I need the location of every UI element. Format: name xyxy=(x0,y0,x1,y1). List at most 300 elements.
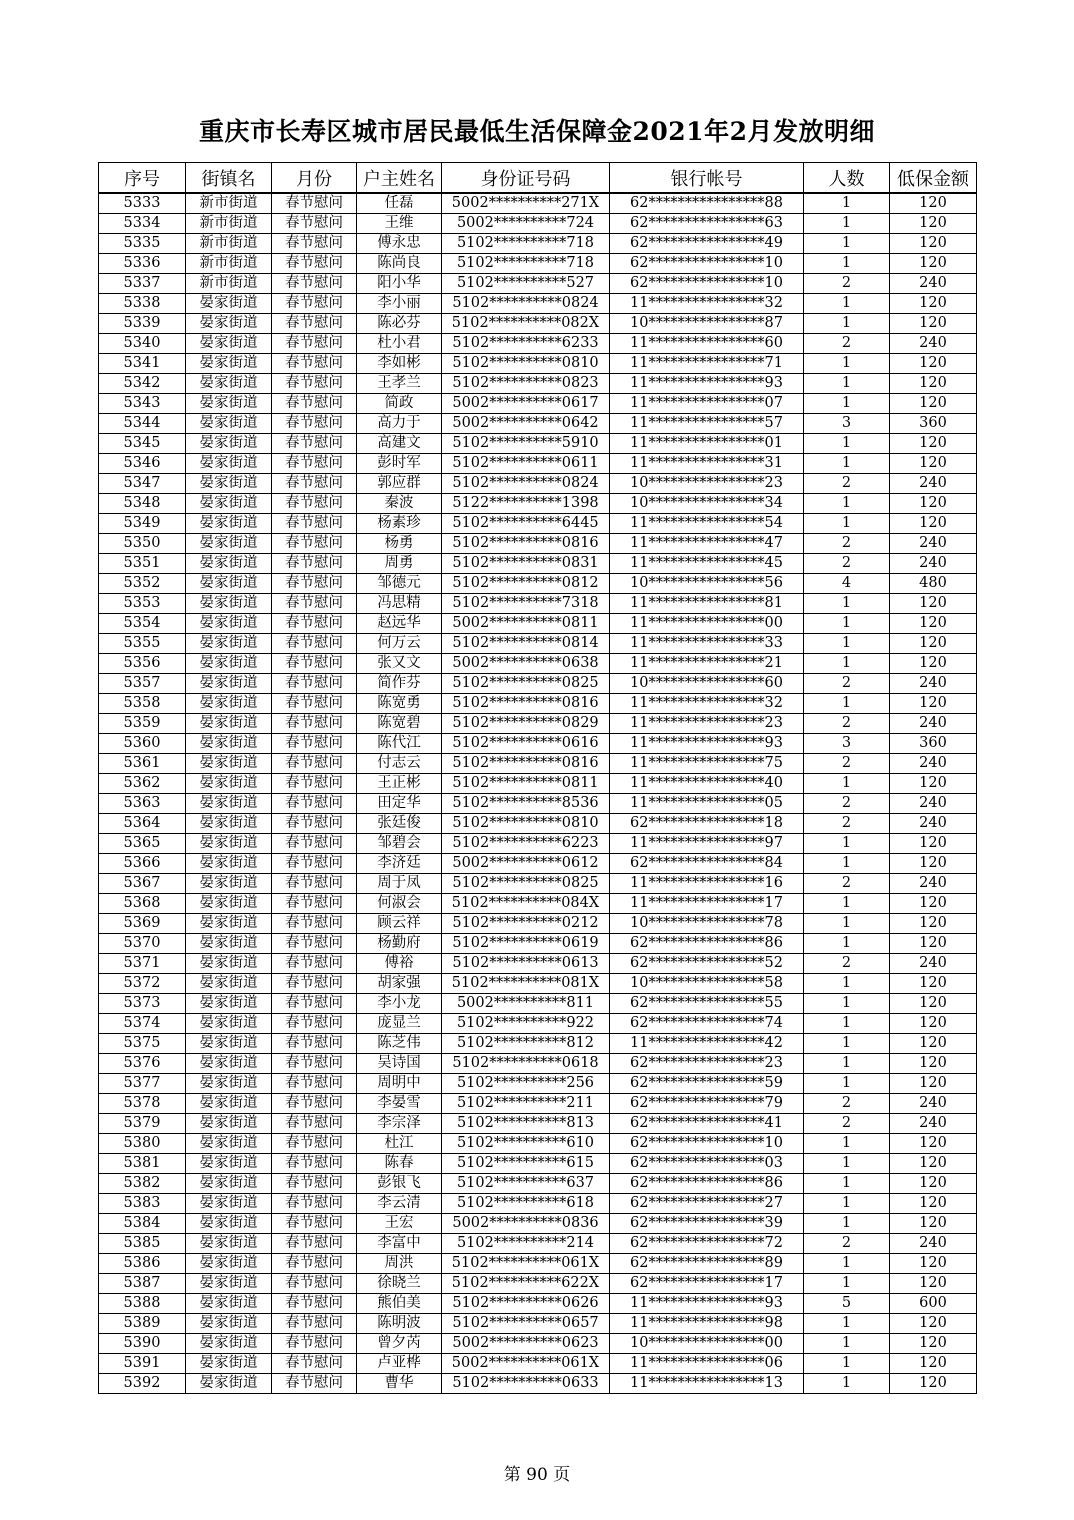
month-cell: 春节慰问 xyxy=(272,1314,357,1334)
serial-cell: 5334 xyxy=(99,214,186,234)
month-cell: 春节慰问 xyxy=(272,754,357,774)
name-cell: 杨勤府 xyxy=(357,934,442,954)
people-count-cell: 2 xyxy=(804,554,890,574)
table-row xyxy=(99,714,977,734)
month-cell: 春节慰问 xyxy=(272,1134,357,1154)
id-number-cell: 5102**********0825 xyxy=(442,674,610,694)
amount-cell: 240 xyxy=(890,794,977,814)
id-number-cell: 5102**********0829 xyxy=(442,714,610,734)
id-number-cell: 5102**********6445 xyxy=(442,514,610,534)
page-number: 第 90 页 xyxy=(503,1465,571,1485)
id-number-cell: 5002**********0836 xyxy=(442,1214,610,1234)
people-count-cell: 1 xyxy=(804,634,890,654)
name-cell: 张廷俊 xyxy=(357,814,442,834)
table-row xyxy=(99,1014,977,1034)
people-count-cell: 2 xyxy=(804,794,890,814)
serial-cell: 5354 xyxy=(99,614,186,634)
table-row xyxy=(99,1294,977,1314)
amount-cell: 240 xyxy=(890,674,977,694)
serial-cell: 5356 xyxy=(99,654,186,674)
id-number-cell: 5102**********211 xyxy=(442,1094,610,1114)
serial-cell: 5352 xyxy=(99,574,186,594)
people-count-cell: 1 xyxy=(804,354,890,374)
street-cell: 晏家街道 xyxy=(186,434,272,454)
street-cell: 晏家街道 xyxy=(186,394,272,414)
serial-cell: 5383 xyxy=(99,1194,186,1214)
name-cell: 顾云祥 xyxy=(357,914,442,934)
table-row xyxy=(99,1174,977,1194)
street-cell: 晏家街道 xyxy=(186,414,272,434)
people-count-cell: 1 xyxy=(804,1014,890,1034)
name-cell: 高力于 xyxy=(357,414,442,434)
name-cell: 周勇 xyxy=(357,554,442,574)
bank-account-cell: 62****************10 xyxy=(610,274,804,294)
amount-cell: 240 xyxy=(890,1234,977,1254)
id-number-cell: 5102**********813 xyxy=(442,1114,610,1134)
month-cell: 春节慰问 xyxy=(272,894,357,914)
amount-cell: 120 xyxy=(890,1034,977,1054)
bank-account-cell: 11****************31 xyxy=(610,454,804,474)
people-count-cell: 1 xyxy=(804,374,890,394)
id-number-cell: 5102**********6233 xyxy=(442,334,610,354)
bank-account-cell: 11****************93 xyxy=(610,1294,804,1314)
amount-cell: 120 xyxy=(890,1134,977,1154)
month-cell: 春节慰问 xyxy=(272,414,357,434)
month-cell: 春节慰问 xyxy=(272,1374,357,1394)
table-row xyxy=(99,594,977,614)
month-cell: 春节慰问 xyxy=(272,474,357,494)
amount-cell: 120 xyxy=(890,1054,977,1074)
bank-account-cell: 11****************13 xyxy=(610,1374,804,1394)
month-cell: 春节慰问 xyxy=(272,594,357,614)
month-cell: 春节慰问 xyxy=(272,294,357,314)
amount-cell: 120 xyxy=(890,594,977,614)
bank-account-cell: 62****************49 xyxy=(610,234,804,254)
amount-cell: 120 xyxy=(890,854,977,874)
table-row xyxy=(99,294,977,314)
table-row xyxy=(99,234,977,254)
amount-cell: 360 xyxy=(890,734,977,754)
serial-cell: 5369 xyxy=(99,914,186,934)
amount-cell: 120 xyxy=(890,774,977,794)
name-cell: 秦波 xyxy=(357,494,442,514)
name-cell: 李如彬 xyxy=(357,354,442,374)
amount-cell: 120 xyxy=(890,1374,977,1394)
id-number-cell: 5102**********0616 xyxy=(442,734,610,754)
table-row xyxy=(99,1054,977,1074)
people-count-cell: 1 xyxy=(804,314,890,334)
table-header-row xyxy=(99,163,977,194)
id-number-cell: 5102**********812 xyxy=(442,1034,610,1054)
name-cell: 周于凤 xyxy=(357,874,442,894)
name-cell: 周明中 xyxy=(357,1074,442,1094)
name-cell: 田定华 xyxy=(357,794,442,814)
table-row xyxy=(99,414,977,434)
id-number-cell: 5102**********527 xyxy=(442,274,610,294)
street-cell: 新市街道 xyxy=(186,234,272,254)
name-cell: 李富中 xyxy=(357,1234,442,1254)
table-row xyxy=(99,254,977,274)
header-bank-account: 银行帐号 xyxy=(610,163,804,194)
month-cell: 春节慰问 xyxy=(272,674,357,694)
id-number-cell: 5102**********061X xyxy=(442,1254,610,1274)
table-row xyxy=(99,1254,977,1274)
id-number-cell: 5102**********0619 xyxy=(442,934,610,954)
street-cell: 晏家街道 xyxy=(186,974,272,994)
serial-cell: 5364 xyxy=(99,814,186,834)
id-number-cell: 5102**********0618 xyxy=(442,1054,610,1074)
amount-cell: 120 xyxy=(890,1154,977,1174)
people-count-cell: 1 xyxy=(804,1314,890,1334)
id-number-cell: 5002**********811 xyxy=(442,994,610,1014)
month-cell: 春节慰问 xyxy=(272,374,357,394)
id-number-cell: 5002**********0617 xyxy=(442,394,610,414)
header-serial-number: 序号 xyxy=(99,163,186,194)
street-cell: 晏家街道 xyxy=(186,1334,272,1354)
amount-cell: 240 xyxy=(890,1094,977,1114)
amount-cell: 240 xyxy=(890,474,977,494)
name-cell: 高建文 xyxy=(357,434,442,454)
street-cell: 晏家街道 xyxy=(186,354,272,374)
bank-account-cell: 11****************42 xyxy=(610,1034,804,1054)
street-cell: 晏家街道 xyxy=(186,1094,272,1114)
name-cell: 简作芬 xyxy=(357,674,442,694)
amount-cell: 120 xyxy=(890,374,977,394)
street-cell: 晏家街道 xyxy=(186,914,272,934)
id-number-cell: 5102**********0611 xyxy=(442,454,610,474)
table-row xyxy=(99,834,977,854)
serial-cell: 5337 xyxy=(99,274,186,294)
id-number-cell: 5102**********0633 xyxy=(442,1374,610,1394)
serial-cell: 5344 xyxy=(99,414,186,434)
serial-cell: 5349 xyxy=(99,514,186,534)
amount-cell: 240 xyxy=(890,334,977,354)
id-number-cell: 5102**********0810 xyxy=(442,814,610,834)
name-cell: 胡家强 xyxy=(357,974,442,994)
people-count-cell: 1 xyxy=(804,1134,890,1154)
bank-account-cell: 11****************45 xyxy=(610,554,804,574)
name-cell: 阳小华 xyxy=(357,274,442,294)
id-number-cell: 5002**********0612 xyxy=(442,854,610,874)
serial-cell: 5333 xyxy=(99,193,186,214)
bank-account-cell: 62****************86 xyxy=(610,1174,804,1194)
serial-cell: 5338 xyxy=(99,294,186,314)
people-count-cell: 1 xyxy=(804,1334,890,1354)
month-cell: 春节慰问 xyxy=(272,954,357,974)
serial-cell: 5387 xyxy=(99,1274,186,1294)
name-cell: 傅裕 xyxy=(357,954,442,974)
header-householder-name: 户主姓名 xyxy=(357,163,442,194)
id-number-cell: 5102**********0810 xyxy=(442,354,610,374)
people-count-cell: 1 xyxy=(804,454,890,474)
name-cell: 李小龙 xyxy=(357,994,442,1014)
people-count-cell: 1 xyxy=(804,1354,890,1374)
id-number-cell: 5102**********0613 xyxy=(442,954,610,974)
people-count-cell: 1 xyxy=(804,294,890,314)
month-cell: 春节慰问 xyxy=(272,714,357,734)
month-cell: 春节慰问 xyxy=(272,1054,357,1074)
bank-account-cell: 11****************71 xyxy=(610,354,804,374)
table-row xyxy=(99,1234,977,1254)
id-number-cell: 5002**********0811 xyxy=(442,614,610,634)
table-row xyxy=(99,1314,977,1334)
header-month: 月份 xyxy=(272,163,357,194)
people-count-cell: 1 xyxy=(804,994,890,1014)
bank-account-cell: 11****************32 xyxy=(610,694,804,714)
bank-account-cell: 11****************40 xyxy=(610,774,804,794)
table-row xyxy=(99,634,977,654)
street-cell: 晏家街道 xyxy=(186,1034,272,1054)
people-count-cell: 1 xyxy=(804,1274,890,1294)
table-row xyxy=(99,1034,977,1054)
people-count-cell: 1 xyxy=(804,694,890,714)
people-count-cell: 1 xyxy=(804,834,890,854)
amount-cell: 240 xyxy=(890,554,977,574)
people-count-cell: 1 xyxy=(804,1054,890,1074)
people-count-cell: 2 xyxy=(804,534,890,554)
people-count-cell: 1 xyxy=(804,1214,890,1234)
serial-cell: 5362 xyxy=(99,774,186,794)
bank-account-cell: 62****************52 xyxy=(610,954,804,974)
document-title: 重庆市长寿区城市居民最低生活保障金2021年2月发放明细 xyxy=(199,117,875,146)
id-number-cell: 5102**********256 xyxy=(442,1074,610,1094)
name-cell: 李晏雪 xyxy=(357,1094,442,1114)
table-row xyxy=(99,474,977,494)
people-count-cell: 1 xyxy=(804,494,890,514)
name-cell: 何淑会 xyxy=(357,894,442,914)
people-count-cell: 1 xyxy=(804,1194,890,1214)
name-cell: 陈必芬 xyxy=(357,314,442,334)
name-cell: 王正彬 xyxy=(357,774,442,794)
name-cell: 杨素珍 xyxy=(357,514,442,534)
serial-cell: 5346 xyxy=(99,454,186,474)
table-row xyxy=(99,914,977,934)
serial-cell: 5384 xyxy=(99,1214,186,1234)
serial-cell: 5381 xyxy=(99,1154,186,1174)
amount-cell: 120 xyxy=(890,434,977,454)
amount-cell: 120 xyxy=(890,1334,977,1354)
name-cell: 陈春 xyxy=(357,1154,442,1174)
serial-cell: 5351 xyxy=(99,554,186,574)
people-count-cell: 1 xyxy=(804,434,890,454)
bank-account-cell: 62****************59 xyxy=(610,1074,804,1094)
serial-cell: 5339 xyxy=(99,314,186,334)
people-count-cell: 1 xyxy=(804,594,890,614)
bank-account-cell: 10****************23 xyxy=(610,474,804,494)
serial-cell: 5336 xyxy=(99,254,186,274)
month-cell: 春节慰问 xyxy=(272,494,357,514)
month-cell: 春节慰问 xyxy=(272,274,357,294)
bank-account-cell: 62****************84 xyxy=(610,854,804,874)
header-people-count: 人数 xyxy=(804,163,890,194)
bank-account-cell: 11****************33 xyxy=(610,634,804,654)
name-cell: 陈宽碧 xyxy=(357,714,442,734)
id-number-cell: 5102**********5910 xyxy=(442,434,610,454)
serial-cell: 5361 xyxy=(99,754,186,774)
table-row xyxy=(99,894,977,914)
id-number-cell: 5102**********0626 xyxy=(442,1294,610,1314)
name-cell: 杜江 xyxy=(357,1134,442,1154)
id-number-cell: 5122**********1398 xyxy=(442,494,610,514)
serial-cell: 5390 xyxy=(99,1334,186,1354)
table-row xyxy=(99,394,977,414)
id-number-cell: 5102**********0831 xyxy=(442,554,610,574)
street-cell: 晏家街道 xyxy=(186,534,272,554)
serial-cell: 5389 xyxy=(99,1314,186,1334)
people-count-cell: 3 xyxy=(804,734,890,754)
amount-cell: 120 xyxy=(890,1014,977,1034)
name-cell: 彭银飞 xyxy=(357,1174,442,1194)
month-cell: 春节慰问 xyxy=(272,514,357,534)
bank-account-cell: 62****************86 xyxy=(610,934,804,954)
street-cell: 晏家街道 xyxy=(186,494,272,514)
amount-cell: 120 xyxy=(890,234,977,254)
street-cell: 晏家街道 xyxy=(186,454,272,474)
name-cell: 陈宽勇 xyxy=(357,694,442,714)
table-row xyxy=(99,994,977,1014)
street-cell: 晏家街道 xyxy=(186,1054,272,1074)
amount-cell: 240 xyxy=(890,714,977,734)
name-cell: 赵远华 xyxy=(357,614,442,634)
name-cell: 邹碧会 xyxy=(357,834,442,854)
bank-account-cell: 11****************75 xyxy=(610,754,804,774)
people-count-cell: 1 xyxy=(804,394,890,414)
id-number-cell: 5102**********0823 xyxy=(442,374,610,394)
amount-cell: 240 xyxy=(890,534,977,554)
people-count-cell: 1 xyxy=(804,514,890,534)
serial-cell: 5365 xyxy=(99,834,186,854)
amount-cell: 120 xyxy=(890,514,977,534)
people-count-cell: 2 xyxy=(804,674,890,694)
people-count-cell: 1 xyxy=(804,1074,890,1094)
serial-cell: 5341 xyxy=(99,354,186,374)
month-cell: 春节慰问 xyxy=(272,193,357,214)
table-row xyxy=(99,694,977,714)
table-row xyxy=(99,334,977,354)
people-count-cell: 2 xyxy=(804,474,890,494)
name-cell: 陈代江 xyxy=(357,734,442,754)
serial-cell: 5373 xyxy=(99,994,186,1014)
amount-cell: 120 xyxy=(890,974,977,994)
name-cell: 王孝兰 xyxy=(357,374,442,394)
name-cell: 李济廷 xyxy=(357,854,442,874)
table-row xyxy=(99,514,977,534)
name-cell: 曾夕芮 xyxy=(357,1334,442,1354)
serial-cell: 5370 xyxy=(99,934,186,954)
street-cell: 晏家街道 xyxy=(186,1014,272,1034)
month-cell: 春节慰问 xyxy=(272,1014,357,1034)
people-count-cell: 2 xyxy=(804,814,890,834)
month-cell: 春节慰问 xyxy=(272,234,357,254)
amount-cell: 120 xyxy=(890,694,977,714)
table-row xyxy=(99,674,977,694)
amount-cell: 120 xyxy=(890,834,977,854)
street-cell: 晏家街道 xyxy=(186,1234,272,1254)
bank-account-cell: 11****************47 xyxy=(610,534,804,554)
street-cell: 新市街道 xyxy=(186,274,272,294)
serial-cell: 5343 xyxy=(99,394,186,414)
serial-cell: 5359 xyxy=(99,714,186,734)
id-number-cell: 5102**********7318 xyxy=(442,594,610,614)
serial-cell: 5379 xyxy=(99,1114,186,1134)
table-row xyxy=(99,734,977,754)
name-cell: 李云清 xyxy=(357,1194,442,1214)
bank-account-cell: 62****************72 xyxy=(610,1234,804,1254)
street-cell: 晏家街道 xyxy=(186,574,272,594)
bank-account-cell: 10****************78 xyxy=(610,914,804,934)
street-cell: 晏家街道 xyxy=(186,674,272,694)
month-cell: 春节慰问 xyxy=(272,1294,357,1314)
bank-account-cell: 11****************93 xyxy=(610,734,804,754)
table-row xyxy=(99,314,977,334)
name-cell: 郭应群 xyxy=(357,474,442,494)
bank-account-cell: 11****************06 xyxy=(610,1354,804,1374)
name-cell: 付志云 xyxy=(357,754,442,774)
serial-cell: 5378 xyxy=(99,1094,186,1114)
table-row xyxy=(99,454,977,474)
name-cell: 李小丽 xyxy=(357,294,442,314)
serial-cell: 5375 xyxy=(99,1034,186,1054)
table-row xyxy=(99,214,977,234)
people-count-cell: 1 xyxy=(804,214,890,234)
table-row xyxy=(99,814,977,834)
amount-cell: 600 xyxy=(890,1294,977,1314)
id-number-cell: 5102**********0824 xyxy=(442,294,610,314)
serial-cell: 5342 xyxy=(99,374,186,394)
name-cell: 彭时军 xyxy=(357,454,442,474)
street-cell: 晏家街道 xyxy=(186,314,272,334)
month-cell: 春节慰问 xyxy=(272,454,357,474)
street-cell: 晏家街道 xyxy=(186,894,272,914)
name-cell: 庞显兰 xyxy=(357,1014,442,1034)
name-cell: 吴诗国 xyxy=(357,1054,442,1074)
bank-account-cell: 11****************01 xyxy=(610,434,804,454)
amount-cell: 120 xyxy=(890,294,977,314)
bank-account-cell: 10****************87 xyxy=(610,314,804,334)
table-row xyxy=(99,494,977,514)
bank-account-cell: 62****************23 xyxy=(610,1054,804,1074)
month-cell: 春节慰问 xyxy=(272,834,357,854)
bank-account-cell: 62****************63 xyxy=(610,214,804,234)
serial-cell: 5376 xyxy=(99,1054,186,1074)
bank-account-cell: 62****************18 xyxy=(610,814,804,834)
table-row xyxy=(99,1154,977,1174)
serial-cell: 5340 xyxy=(99,334,186,354)
street-cell: 晏家街道 xyxy=(186,1194,272,1214)
month-cell: 春节慰问 xyxy=(272,534,357,554)
street-cell: 新市街道 xyxy=(186,254,272,274)
street-cell: 晏家街道 xyxy=(186,1114,272,1134)
table-row xyxy=(99,193,977,214)
serial-cell: 5360 xyxy=(99,734,186,754)
month-cell: 春节慰问 xyxy=(272,1234,357,1254)
id-number-cell: 5102**********0811 xyxy=(442,774,610,794)
month-cell: 春节慰问 xyxy=(272,614,357,634)
amount-cell: 360 xyxy=(890,414,977,434)
serial-cell: 5380 xyxy=(99,1134,186,1154)
id-number-cell: 5002**********271X xyxy=(442,193,610,214)
street-cell: 晏家街道 xyxy=(186,834,272,854)
bank-account-cell: 62****************79 xyxy=(610,1094,804,1114)
id-number-cell: 5102**********0812 xyxy=(442,574,610,594)
serial-cell: 5386 xyxy=(99,1254,186,1274)
serial-cell: 5391 xyxy=(99,1354,186,1374)
bank-account-cell: 11****************07 xyxy=(610,394,804,414)
amount-cell: 120 xyxy=(890,254,977,274)
street-cell: 晏家街道 xyxy=(186,614,272,634)
bank-account-cell: 11****************98 xyxy=(610,1314,804,1334)
table-row xyxy=(99,1334,977,1354)
